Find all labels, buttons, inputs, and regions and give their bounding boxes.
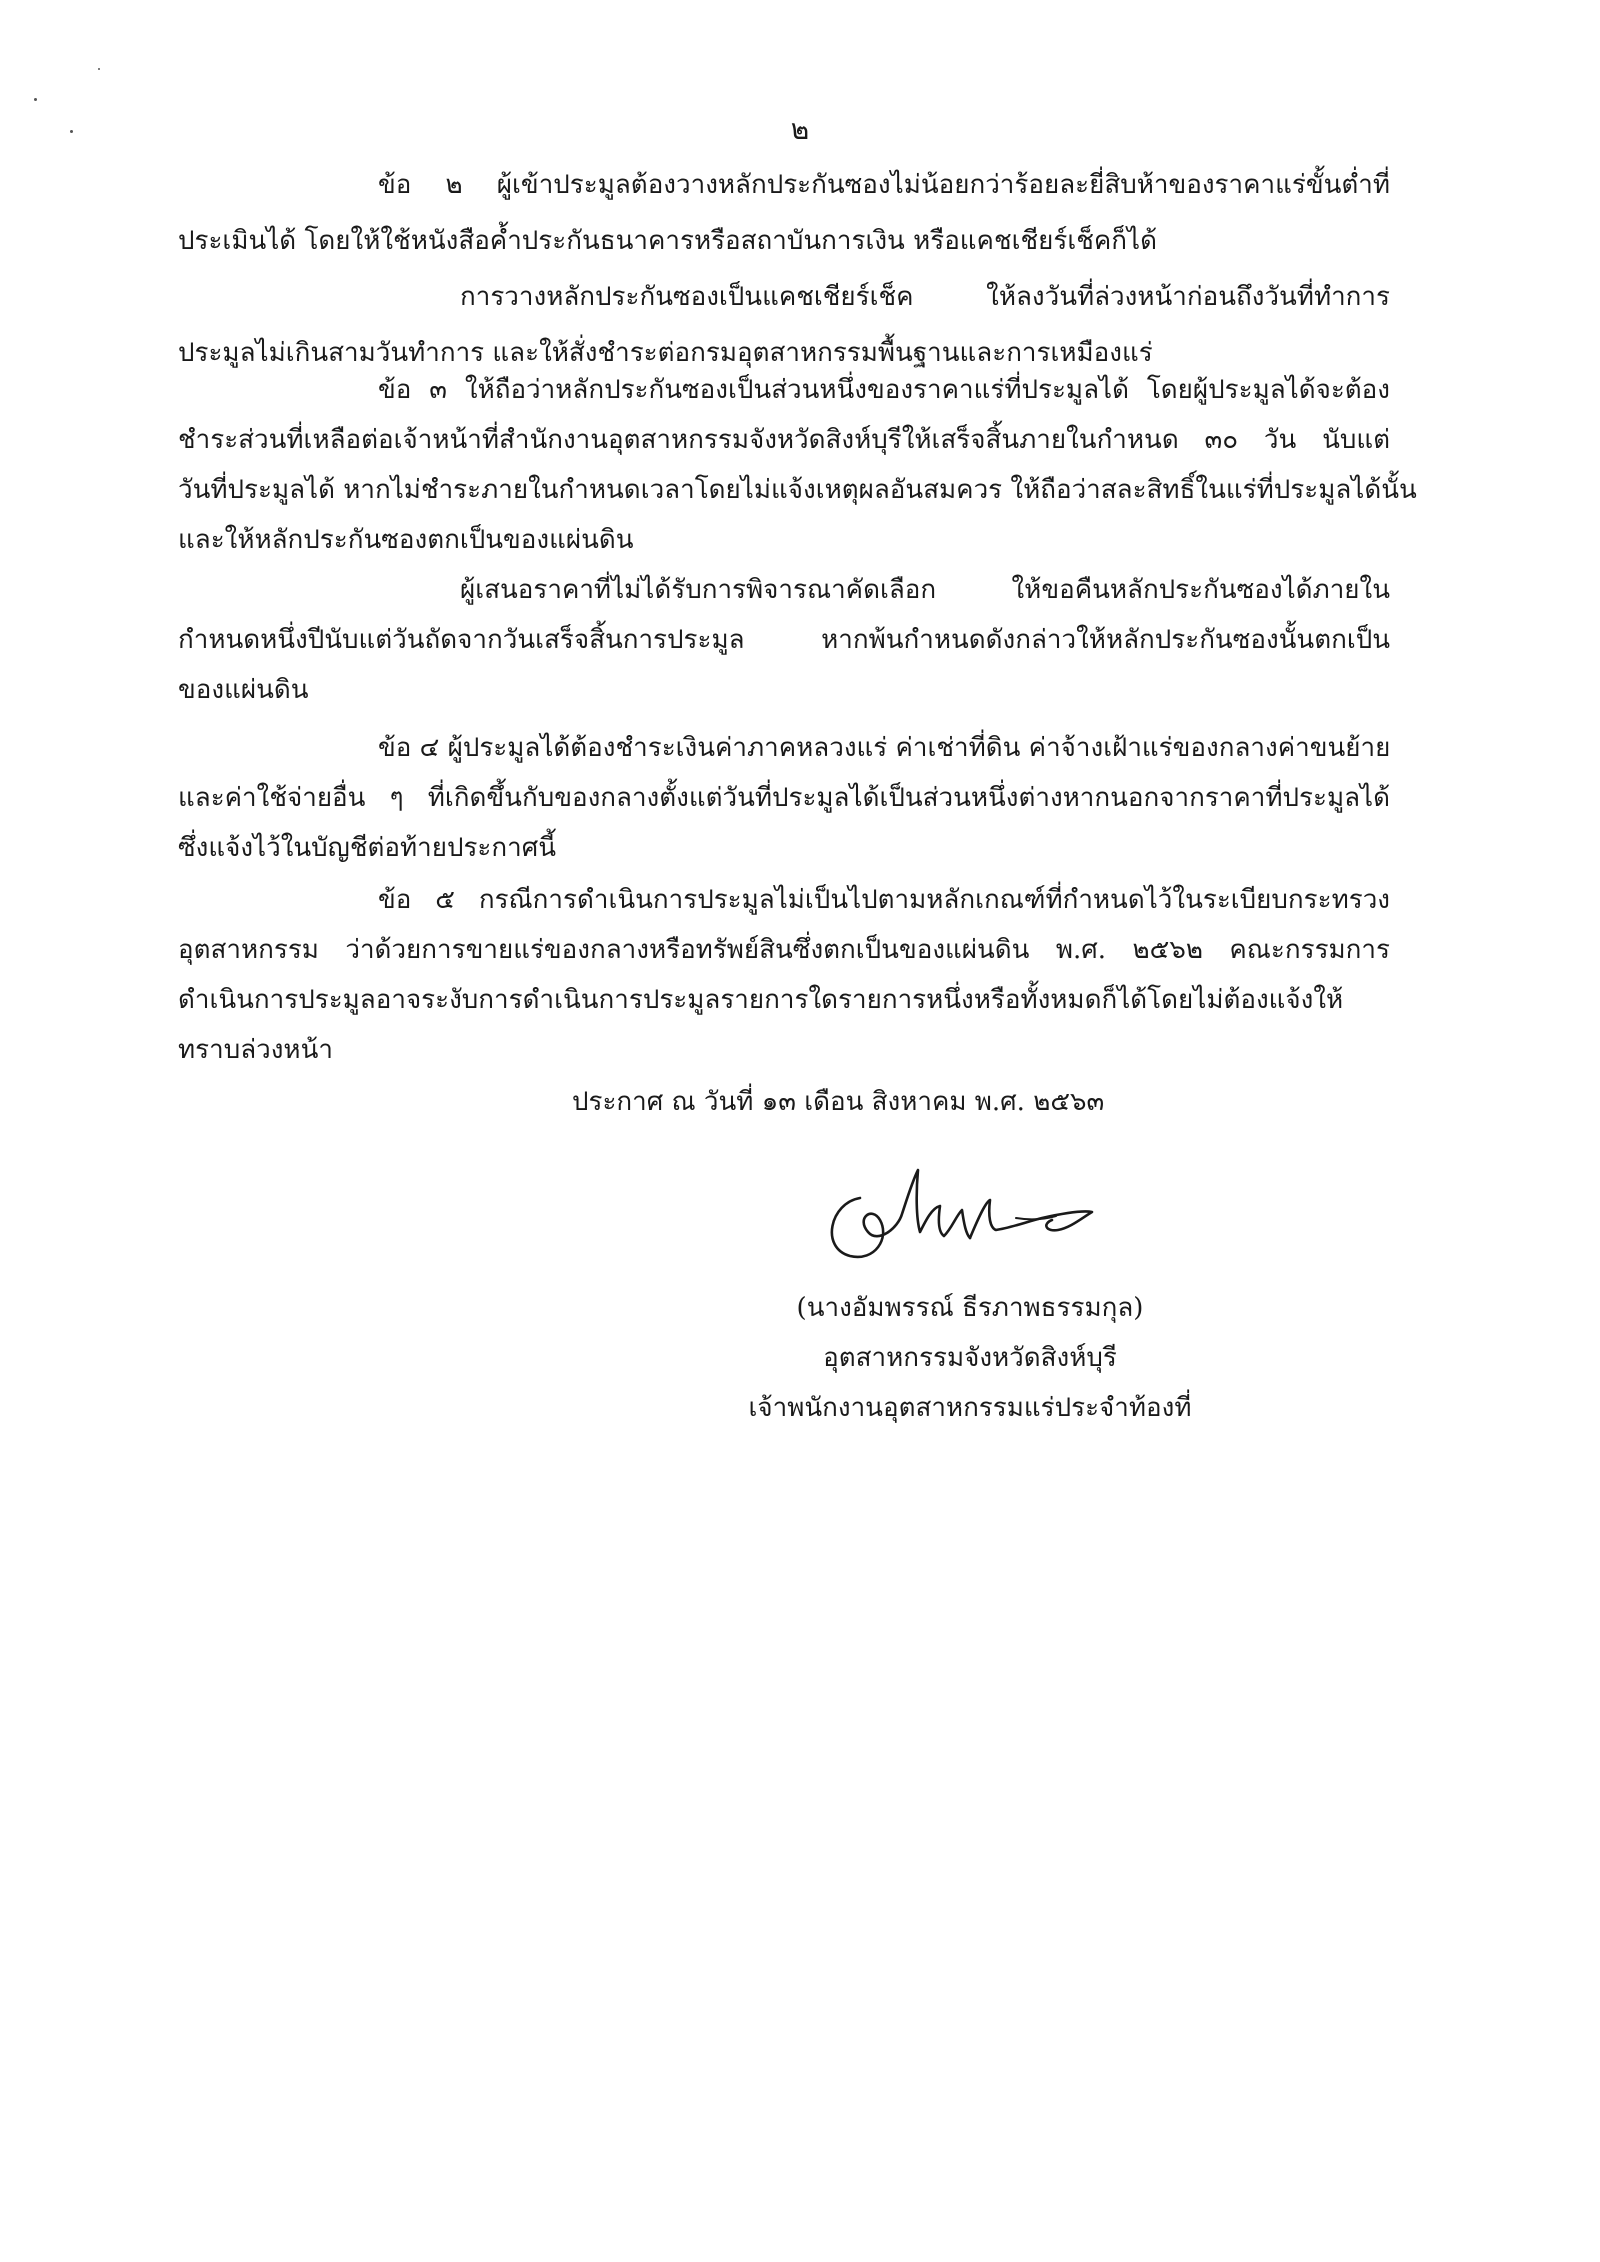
paragraph-2-line-2: ประมูลไม่เกินสามวันทำการ และให้สั่งชำระต่อกรมอุตสาหกรรมพื้นฐานและการเหมืองแร่: [178, 338, 1153, 368]
signatory-position-1: อุตสาหกรรมจังหวัดสิงห์บุรี: [823, 1343, 1117, 1373]
paragraph-6-line-3: ดำเนินการประมูลอาจระงับการดำเนินการประมูลรายการใดรายการหนึ่งหรือทั้งหมดก็ได้โดยไม่ต้องแจ้งให้: [178, 985, 1344, 1015]
paragraph-3-line-3: วันที่ประมูลได้ หากไม่ชำระภายในกำหนดเวลาโดยไม่แจ้งเหตุผลอันสมควร ให้ถือว่าสละสิทธิ์ในแร่ที่ประมูลได้นั้น: [178, 475, 1417, 505]
paragraph-5-line-1: ข้อ ๔ ผู้ประมูลได้ต้องชำระเงินค่าภาคหลวงแร่ ค่าเช่าที่ดิน ค่าจ้างเฝ้าแร่ของกลางค่าขนย้าย: [378, 733, 1391, 763]
paragraph-3-line-4: และให้หลักประกันซองตกเป็นของแผ่นดิน: [178, 525, 634, 555]
paragraph-5-line-3: ซึ่งแจ้งไว้ในบัญชีต่อท้ายประกาศนี้: [178, 833, 557, 863]
handwritten-signature: [820, 1158, 1100, 1288]
signatory-name: (นางอัมพรรณ์ ธีรภาพธรรมกุล): [796, 1293, 1144, 1323]
paragraph-5-line-2: และค่าใช้จ่ายอื่น ๆ ที่เกิดขึ้นกับของกลางตั้งแต่วันที่ประมูลได้เป็นส่วนหนึ่งต่างหากนอกจากราคาที่ประมูลได้: [178, 783, 1390, 813]
paragraph-4-line-1: ผู้เสนอราคาที่ไม่ได้รับการพิจารณาคัดเลือก ให้ขอคืนหลักประกันซองได้ภายใน: [460, 575, 1390, 605]
page-number: ๒: [790, 113, 810, 146]
paragraph-4-line-3: ของแผ่นดิน: [178, 675, 309, 705]
paragraph-3-line-2: ชำระส่วนที่เหลือต่อเจ้าหน้าที่สำนักงานอุตสาหกรรมจังหวัดสิงห์บุรีให้เสร็จสิ้นภายในกำหนด ๓๐ วัน นับแต่: [178, 425, 1391, 455]
paragraph-6-line-1: ข้อ ๕ กรณีการดำเนินการประมูลไม่เป็นไปตามหลักเกณฑ์ที่กำหนดไว้ในระเบียบกระทรวง: [378, 885, 1390, 915]
paragraph-1-line-2: ประเมินได้ โดยให้ใช้หนังสือค้ำประกันธนาคารหรือสถาบันการเงิน หรือแคชเชียร์เช็คก็ได้: [178, 226, 1157, 256]
paragraph-4-line-2: กำหนดหนึ่งปีนับแต่วันถัดจากวันเสร็จสิ้นการประมูล หากพ้นกำหนดดังกล่าวให้หลักประกันซองนั้นตกเป็น: [178, 625, 1390, 655]
scan-speck: [34, 98, 37, 101]
announcement-date: ประกาศ ณ วันที่ ๑๓ เดือน สิงหาคม พ.ศ. ๒๕๖๓: [572, 1087, 1105, 1117]
paragraph-6-line-2: อุตสาหกรรม ว่าด้วยการขายแร่ของกลางหรือทรัพย์สินซึ่งตกเป็นของแผ่นดิน พ.ศ. ๒๕๖๒ คณะกรรมการ: [178, 935, 1390, 965]
paragraph-1-line-1: ข้อ ๒ ผู้เข้าประมูลต้องวางหลักประกันซองไม่น้อยกว่าร้อยละยี่สิบห้าของราคาแร่ขั้นต่ำที่: [378, 170, 1390, 200]
signatory-position-2: เจ้าพนักงานอุตสาหกรรมแร่ประจำท้องที่: [748, 1393, 1192, 1423]
paragraph-2-line-1: การวางหลักประกันซองเป็นแคชเชียร์เช็ค ให้ลงวันที่ล่วงหน้าก่อนถึงวันที่ทำการ: [460, 282, 1390, 312]
paragraph-3-line-1: ข้อ ๓ ให้ถือว่าหลักประกันซองเป็นส่วนหนึ่งของราคาแร่ที่ประมูลได้ โดยผู้ประมูลได้จะต้อง: [378, 375, 1390, 405]
scan-speck: [98, 68, 100, 70]
paragraph-6-line-4: ทราบล่วงหน้า: [178, 1035, 333, 1065]
